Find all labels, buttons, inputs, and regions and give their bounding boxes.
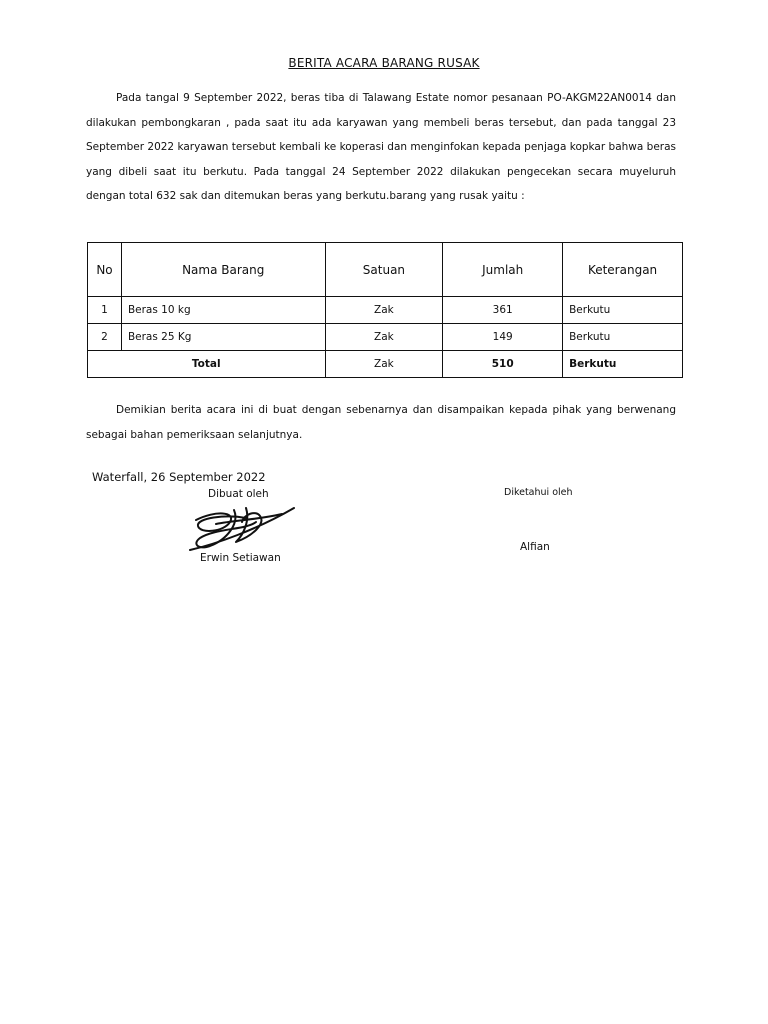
signature-image xyxy=(186,500,298,556)
intro-paragraph: Pada tangal 9 September 2022, beras tiba di Talawang Estate nomor pesanaan PO-AKGM22AN0014 dan dilakukan pembongkaran , pada saat itu ada karyawan yang membeli beras tersebut, dan pada tanggal 23 September 2022 karyawan tersebut kembali ke koperasi dan menginfokan kepada penjaga kopkar bahwa beras yang dibeli saat itu berkutu. Pada tanggal 24 September 2022 dilakukan pengecekan secara muyeluruh dengan total 632 sak dan ditemukan beras yang berkutu.barang yang rusak yaitu : xyxy=(86,92,676,202)
cell-jumlah: 149 xyxy=(443,324,563,351)
cell-no: 1 xyxy=(88,297,122,324)
total-satuan: Zak xyxy=(325,351,443,378)
table-row xyxy=(88,324,683,351)
cell-keterangan: Berkutu xyxy=(563,324,683,351)
header-jumlah: Jumlah xyxy=(443,243,563,297)
made-by-label: Dibuat oleh xyxy=(208,488,269,500)
known-by-label: Diketahui oleh xyxy=(504,487,573,498)
header-no: No xyxy=(88,243,122,297)
cell-no: 2 xyxy=(88,324,122,351)
header-satuan: Satuan xyxy=(325,243,443,297)
cell-satuan: Zak xyxy=(325,297,443,324)
total-label: Total xyxy=(88,351,326,378)
cell-keterangan: Berkutu xyxy=(563,297,683,324)
document-title: BERITA ACARA BARANG RUSAK xyxy=(288,56,480,70)
total-keterangan: Berkutu xyxy=(563,351,683,378)
header-nama-barang: Nama Barang xyxy=(121,243,325,297)
known-by-name: Alfian xyxy=(520,541,550,553)
cell-nama-barang: Beras 25 Kg xyxy=(121,324,325,351)
cell-satuan: Zak xyxy=(325,324,443,351)
cell-nama-barang: Beras 10 kg xyxy=(121,297,325,324)
table-total-row xyxy=(88,351,683,378)
made-by-name: Erwin Setiawan xyxy=(200,552,281,564)
place-date: Waterfall, 26 September 2022 xyxy=(92,470,266,484)
header-keterangan: Keterangan xyxy=(563,243,683,297)
damaged-goods-table xyxy=(87,242,683,378)
cell-jumlah: 361 xyxy=(443,297,563,324)
table-header-row xyxy=(88,243,683,297)
total-jumlah: 510 xyxy=(443,351,563,378)
closing-paragraph: Demikian berita acara ini di buat dengan sebenarnya dan disampaikan kepada pihak yang berwenang sebagai bahan pemeriksaan selanjutnya. xyxy=(86,404,676,441)
table-row xyxy=(88,297,683,324)
